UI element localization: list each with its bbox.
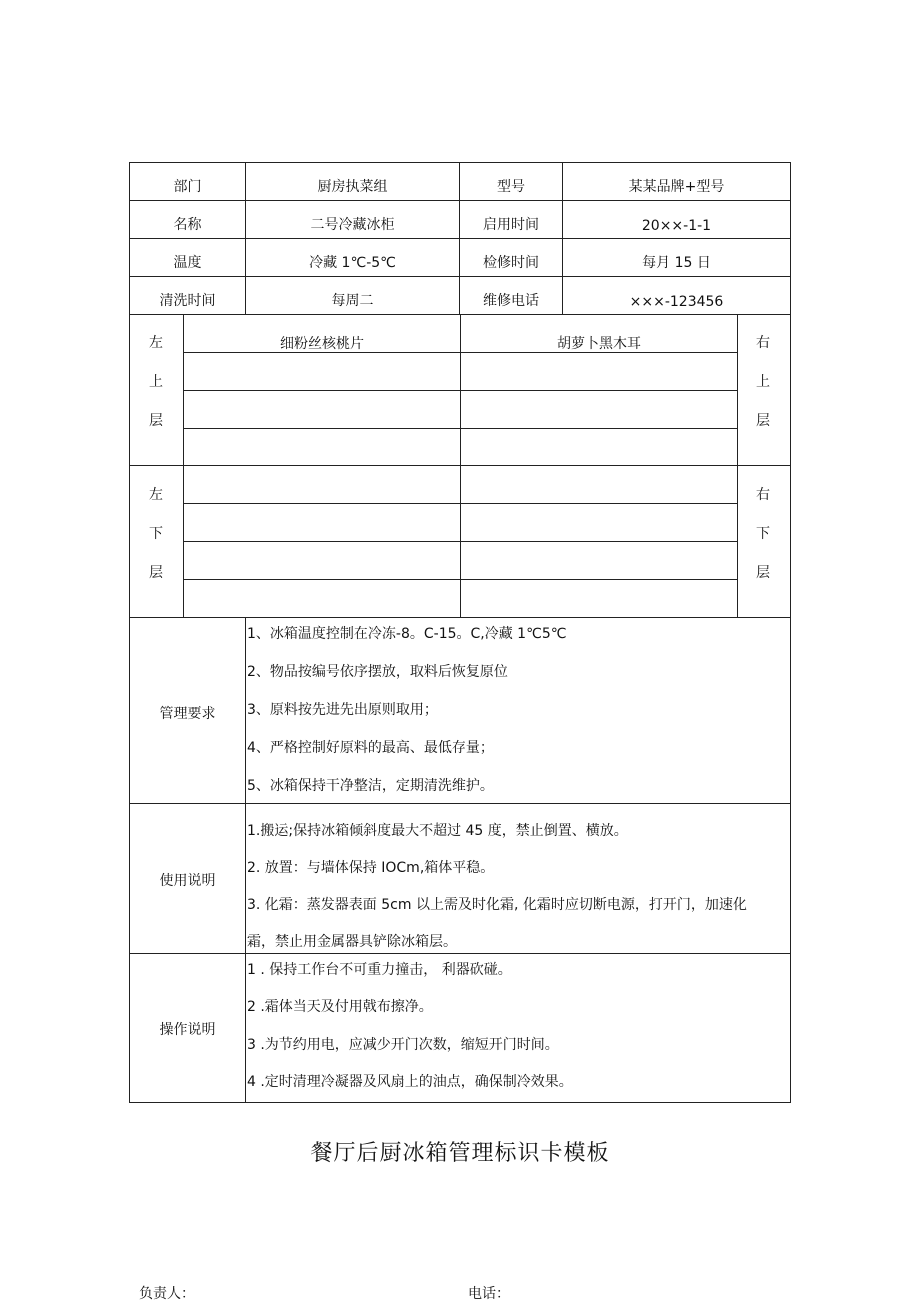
management-item: 1、冰箱温度控制在冷冻-8。C-15。C,冷藏 1℃5℃ [247, 626, 567, 642]
repair-phone-label: 维修电话 [483, 293, 539, 309]
operation-item: 4 .定时清理冷凝器及风扇上的油点，确保制冷效果。 [247, 1074, 573, 1090]
dept-label: 部门 [173, 179, 202, 195]
management-item: 5、冰箱保持干净整洁，定期清洗维护。 [247, 778, 494, 794]
dept-value: 厨房执菜组 [317, 179, 388, 195]
start-date-value: 20××-1-1 [641, 218, 712, 234]
name-label: 名称 [173, 217, 202, 233]
name-value: 二号冷藏冰柜 [310, 217, 395, 233]
model-value: 某某品牌+型号 [628, 179, 725, 195]
document-page: 部门 厨房执菜组 型号 某某品牌+型号 名称 二号冷藏冰柜 启用时间 20××-1-1 温度 冷藏 1℃-5℃ 检修时间 每月 15 日 清洗时间 每周二 维修电话 ×××-123456 左 上 层 右 上 层 左 下 层 右 下 层 细粉丝核桃片 胡萝卜黑木耳 管理要求 1、冰箱温度控制在冷冻-8。C-15。C,冷藏 1℃5℃ 2、物品按编号依序摆放，取料后恢复原位 3、原料按先进先出原则取用； 4、严格控制好原料的最高、最低存量； 5、冰箱保持干净整洁，定期清洗维护。 使用说明 1.搬运;保持冰箱倾斜度最大不超过 45 度，禁止倒置、横放。 2. 放置：与墙体保持 IOCm,箱体平稳。 3. 化霜：蒸发器表面 5cm 以上需及时化霜, 化霜时应切断电源，打开门，加速化 霜，禁止用金属器具铲除冰箱层。 操作说明 1 . 保持工作台不可重力撞击， 利器砍碰。 2 .霜体当天及付用戟布擦净。 3 .为节约用电，应减少开门次数，缩短开门时间。 4 .定时清理冷凝器及风扇上的油点，确保制冷效果。 餐厅后厨冰箱管理标识卡模板 负责人： 电话： [0, 0, 920, 1301]
cleaning-label: 清洗时间 [159, 293, 216, 309]
footer-phone-label: 电话： [468, 1286, 510, 1302]
management-item: 4、严格控制好原料的最高、最低存量； [247, 740, 494, 756]
operation-item: 1 . 保持工作台不可重力撞击， 利器砍碰。 [247, 962, 512, 978]
temperature-label: 温度 [173, 255, 202, 271]
management-item: 2、物品按编号依序摆放，取料后恢复原位 [247, 664, 508, 680]
temperature-value: 冷藏 1℃-5℃ [309, 255, 396, 271]
inspection-value: 每月 15 日 [642, 255, 711, 271]
operation-item: 2 .霜体当天及付用戟布擦净。 [247, 999, 433, 1015]
responsible-person-label: 负责人： [139, 1286, 195, 1302]
operation-item: 3 .为节约用电，应减少开门次数，缩短开门时间。 [247, 1037, 559, 1053]
document-title: 餐厅后厨冰箱管理标识卡模板 [310, 1141, 610, 1166]
usage-item: 霜，禁止用金属器具铲除冰箱层。 [247, 934, 457, 950]
inspection-label: 检修时间 [483, 255, 539, 271]
usage-label: 使用说明 [159, 873, 216, 889]
upper-left-shelf-item: 细粉丝核桃片 [280, 336, 364, 352]
operation-label: 操作说明 [159, 1022, 216, 1038]
upper-right-shelf-item: 胡萝卜黑木耳 [557, 336, 641, 352]
repair-phone-value: ×××-123456 [629, 294, 724, 310]
management-label: 管理要求 [159, 706, 216, 722]
usage-item: 1.搬运;保持冰箱倾斜度最大不超过 45 度，禁止倒置、横放。 [247, 823, 628, 839]
model-label: 型号 [497, 179, 525, 195]
usage-item: 2. 放置：与墙体保持 IOCm,箱体平稳。 [247, 860, 495, 876]
start-date-label: 启用时间 [483, 217, 539, 233]
cleaning-value: 每周二 [331, 293, 374, 309]
usage-item: 3. 化霜：蒸发器表面 5cm 以上需及时化霜, 化霜时应切断电源，打开门，加速化 [247, 897, 747, 913]
management-item: 3、原料按先进先出原则取用； [247, 702, 438, 718]
